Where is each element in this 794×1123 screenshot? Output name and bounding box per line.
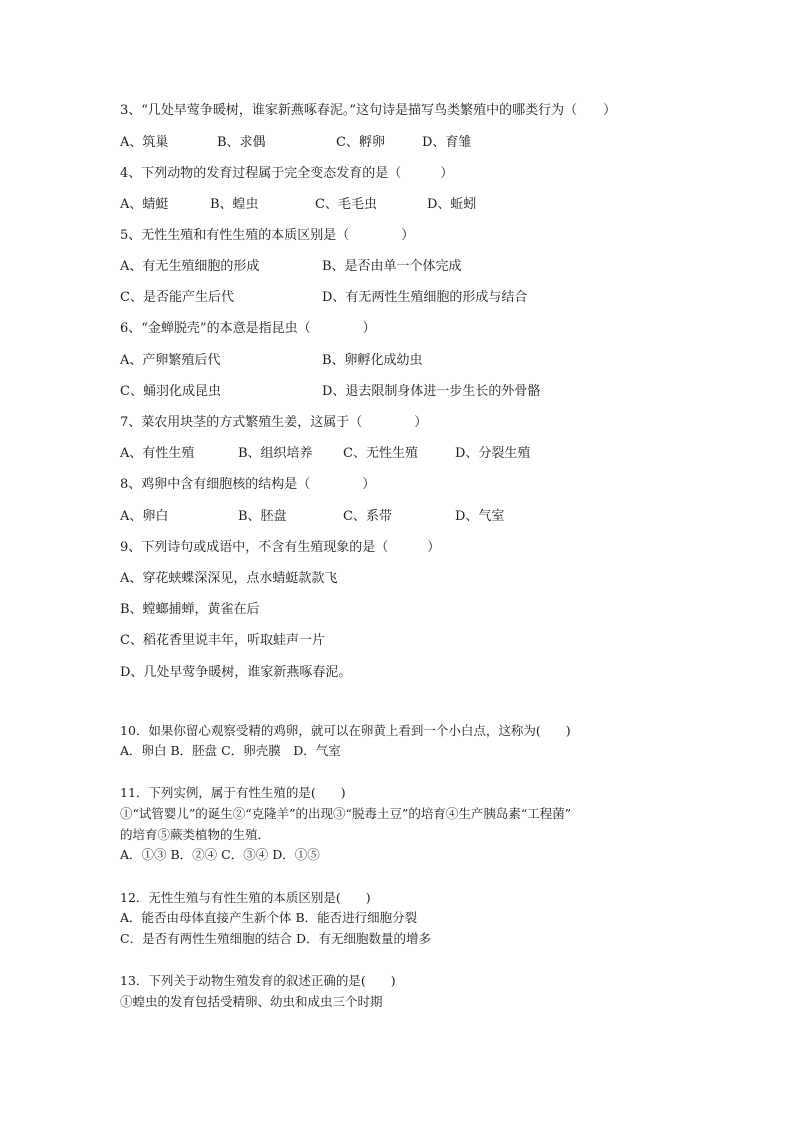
question-9-option-c: C、稻花香里说丰年，听取蛙声一片 [120, 633, 325, 648]
option-b: B、求偶 [217, 135, 266, 150]
question-12-options-line1: A．能否由母体直接产生新个体 B．能否进行细胞分裂 [120, 910, 418, 925]
question-7-stem: 7、菜农用块茎的方式繁殖生姜，这属于（ ） [120, 415, 428, 430]
question-11-options: A．①③ B．②④ C．③④ D．①⑤ [120, 847, 320, 862]
question-9-option-b: B、螳螂捕蝉，黄雀在后 [120, 602, 260, 617]
option-b: B、是否由单一个体完成 [322, 259, 462, 274]
option-c: C、孵卵 [336, 135, 385, 150]
option-a: A、蜻蜓 [120, 197, 169, 212]
question-4-stem: 4、下列动物的发育过程属于完全变态发育的是（ ） [120, 166, 454, 181]
option-d: D、分裂生殖 [455, 446, 531, 461]
question-9-option-a: A、穿花蛱蝶深深见，点水蜻蜓款款飞 [120, 571, 338, 586]
question-6-stem: 6、“金蝉脱壳”的本意是指昆虫（ ） [120, 321, 376, 336]
option-a: A、筑巢 [120, 135, 169, 150]
question-12-options-line2: C．是否有两性生殖细胞的结合 D．有无细胞数量的增多 [120, 931, 432, 946]
option-b: B、组织培养 [238, 446, 313, 461]
option-a: A、有性生殖 [120, 446, 195, 461]
option-d: D、退去限制身体进一步生长的外骨骼 [322, 384, 541, 399]
option-c: C、无性生殖 [343, 446, 418, 461]
question-12-stem: 12．无性生殖与有性生殖的本质区别是( ) [120, 890, 371, 905]
option-b: B、蝗虫 [210, 197, 259, 212]
question-5-stem: 5、无性生殖和有性生殖的本质区别是（ ） [120, 228, 415, 243]
option-d: D、有无两性生殖细胞的形成与结合 [322, 290, 528, 305]
question-9-option-d: D、几处早莺争暖树，谁家新燕啄春泥。 [120, 665, 352, 680]
question-13-stem: 13．下列关于动物生殖发育的叙述正确的是( ) [120, 973, 396, 988]
option-d: D、育雏 [422, 135, 472, 150]
option-c: C、蛹羽化成昆虫 [120, 384, 221, 399]
option-c: C、是否能产生后代 [120, 290, 234, 305]
question-10-options: A．卵白 B．胚盘 C．卵壳膜 D．气室 [120, 743, 341, 758]
question-9-stem: 9、下列诗句或成语中，不含有生殖现象的是（ ） [120, 540, 441, 555]
question-10-stem: 10．如果你留心观察受精的鸡卵，就可以在卵黄上看到一个小白点，这称为( ) [120, 723, 571, 738]
question-13-body-line1: ①蝗虫的发育包括受精卵、幼虫和成虫三个时期 [120, 994, 383, 1009]
option-a: A、产卵繁殖后代 [120, 353, 221, 368]
option-a: A、卵白 [120, 509, 169, 524]
question-8-stem: 8、鸡卵中含有细胞核的结构是（ ） [120, 477, 376, 492]
option-c: C、毛毛虫 [315, 197, 377, 212]
question-11-body-line1: ①“试管婴儿”的诞生②“克隆羊”的出现③“脱毒土豆”的培育④生产胰岛素“工程菌” [120, 806, 572, 821]
option-c: C、系带 [343, 509, 392, 524]
question-3-stem: 3、“几处早莺争暖树，谁家新燕啄春泥。”这句诗是描写鸟类繁殖中的哪类行为（ ） [120, 103, 617, 118]
question-11-stem: 11．下列实例，属于有性生殖的是( ) [120, 785, 346, 800]
option-b: B、胚盘 [238, 509, 287, 524]
option-d: D、蚯蚓 [427, 197, 477, 212]
option-b: B、卵孵化成幼虫 [322, 353, 423, 368]
question-11-body-line2: 的培育⑤蕨类植物的生殖． [120, 827, 271, 842]
option-d: D、气室 [455, 509, 505, 524]
option-a: A、有无生殖细胞的形成 [120, 259, 260, 274]
